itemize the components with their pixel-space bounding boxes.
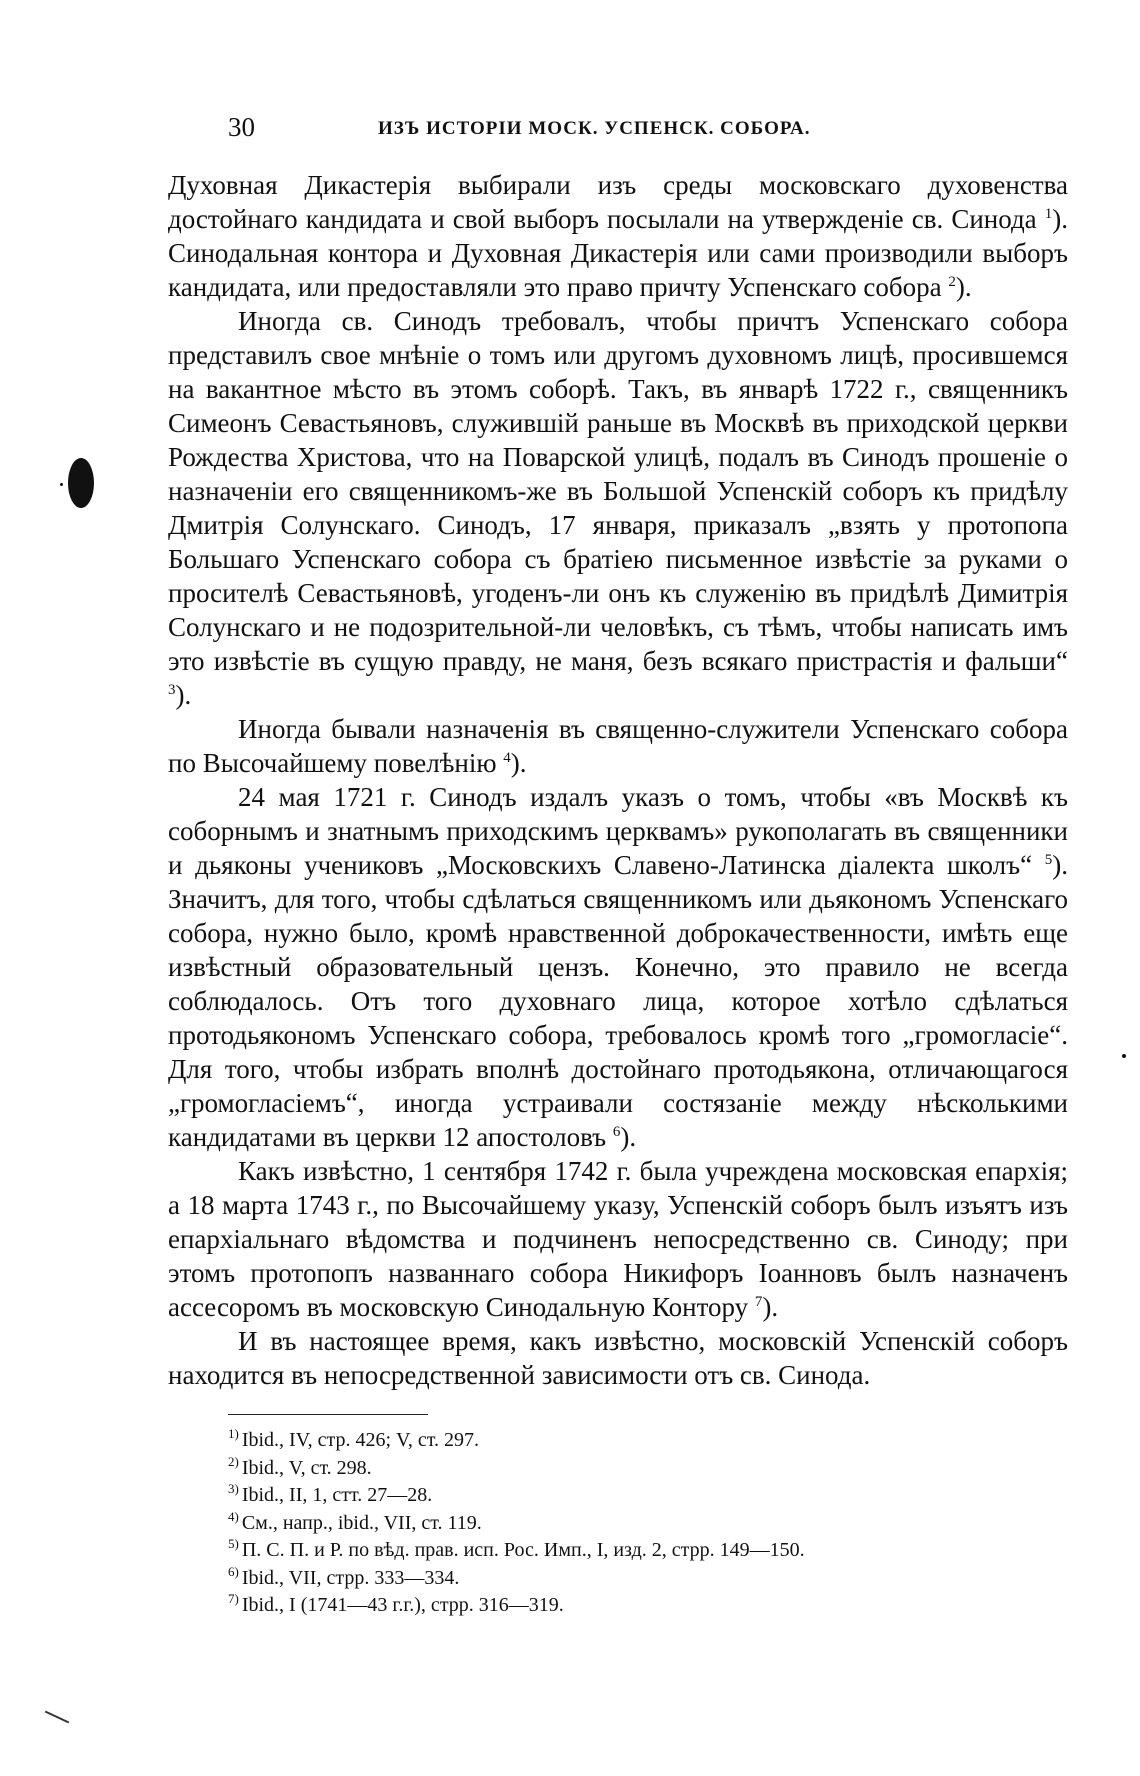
footnote: $^{6)}$ Ibid., VII, стрр. 333—334.: [228, 1563, 460, 1589]
footnotes: [228, 1427, 1068, 1620]
footnote: $^{5)}$ П. С. П. и Р. по вѣд. прав. исп. Рос. Имп., I, изд. 2, стрр. 149—150.: [228, 1536, 805, 1561]
paragraph: Какъ извѣстно, 1 сентября 1742 г. была учреждена московская епархія; а 18 марта 1743 г., по Высочайшему указу, Успенскій соборъ былъ изъятъ изъ епархіальнаго вѣдомства и подчиненъ непосредственно св. Синоду; при этомъ протопопъ названнаго собора Никифоръ Іоанновъ былъ назначенъ ассесоромъ въ московскую Синодальную Контору $^7$).: [168, 1156, 1068, 1322]
footnote-ref: 7: [754, 1294, 763, 1310]
ink-speck: [1122, 1054, 1126, 1058]
book-page: [168, 112, 1068, 1620]
footnote: $^{1)}$ Ibid., IV, стр. 426; V, ст. 297.: [228, 1426, 479, 1451]
page-header: [168, 112, 1068, 160]
running-title: ИЗЪ ИСТОРІИ МОСК. УСПЕНСК. СОБОРА.: [378, 118, 811, 139]
footnote-ref: 4: [503, 750, 511, 766]
page-number: 30: [228, 112, 255, 142]
footnote: $^{2)}$ Ibid., V, ст. 298.: [228, 1453, 372, 1479]
footnote: $^{4)}$ См., напр., ibid., VII, ст. 119.: [228, 1508, 482, 1534]
footnote: $^{7)}$ Ibid., I (1741—43 г.г.), стрр. 316—319.: [228, 1591, 564, 1616]
paragraph: Духовная Дикастерія выбирали изъ среды московскаго духовенства достойнаго кандидата и свой выборъ посылали на утвержденіе св. Синода $^1$). Синодальная контора и Духовная Дикастерія или сами производили выборъ кандидата, или предоставляли это право причту Успенскаго собора $^2$).: [168, 170, 1068, 302]
footnote-ref: 5: [1044, 852, 1053, 868]
ink-speck: [60, 483, 63, 486]
scan-mark: [45, 1711, 69, 1724]
footnote: $^{3)}$ Ibid., II, 1, стт. 27—28.: [228, 1481, 433, 1506]
footnote-divider: [228, 1414, 428, 1415]
footnote-ref: 6: [612, 1124, 621, 1140]
body-text: [168, 168, 1068, 1392]
paragraph: 24 мая 1721 г. Синодъ издалъ указъ о томъ, чтобы «въ Москвѣ къ соборнымъ и знатнымъ приходскимъ церквамъ» рукополагать въ священники и дьяконы учениковъ „Московскихъ Славено-Латинска діалекта школъ“ $^5$). Значитъ, для того, чтобы сдѣлаться священникомъ или дьякономъ Успенскаго собора, нужно было, кромѣ нравственной доброкачественности, имѣть еще извѣстный образовательный цензъ. Конечно, это правило не всегда соблюдалось. Отъ того духовнаго лица, которое хотѣло сдѣлаться протодьякономъ Успенскаго собора, требовалось кромѣ того „громогласіе“. Для того, чтобы избрать вполнѣ достойнаго протодьякона, отличающагося „громогласіемъ“, иногда устраивали состязаніе между нѣсколькими кандидатами въ церкви 12 апостоловъ $^6$).: [168, 782, 1068, 1152]
footnote-ref: 2: [948, 274, 956, 290]
paragraph: Иногда св. Синодъ требовалъ, чтобы причтъ Успенскаго собора представилъ свое мнѣніе о томъ или другомъ духовномъ лицѣ, просившемся на вакантное мѣсто въ этомъ соборѣ. Такъ, въ январѣ 1722 г., священникъ Симеонъ Севастьяновъ, служившій раньше въ Москвѣ въ приходской церкви Рождества Христова, что на Поварской улицѣ, подалъ въ Синодъ прошеніе о назначеніи его священникомъ-же въ Большой Успенскій соборъ къ придѣлу Дмитрія Солунскаго. Синодъ, 17 января, приказалъ „взять у протопопа Большаго Успенскаго собора съ братіею письменное извѣстіе за руками о просителѣ Севастьяновѣ, угоденъ-ли онъ къ служенію въ придѣлѣ Димитрія Солунскаго и не подозрительной-ли человѣкъ, съ тѣмъ, чтобы написать имъ это извѣстіе въ сущую правду, не маня, безъ всякаго пристрастія и фальши“ $^3$).: [168, 306, 1068, 710]
footnote-ref: 3: [168, 682, 176, 698]
paragraph: Иногда бывали назначенія въ священно-служители Успенскаго собора по Высочайшему повелѣнію $^4$).: [168, 714, 1068, 778]
paragraph: И въ настоящее время, какъ извѣстно, московскій Успенскій соборъ находится въ непосредственной зависимости отъ св. Синода.: [168, 1326, 1068, 1390]
ink-blot: [68, 458, 94, 508]
footnote-ref: 1: [1044, 206, 1053, 222]
